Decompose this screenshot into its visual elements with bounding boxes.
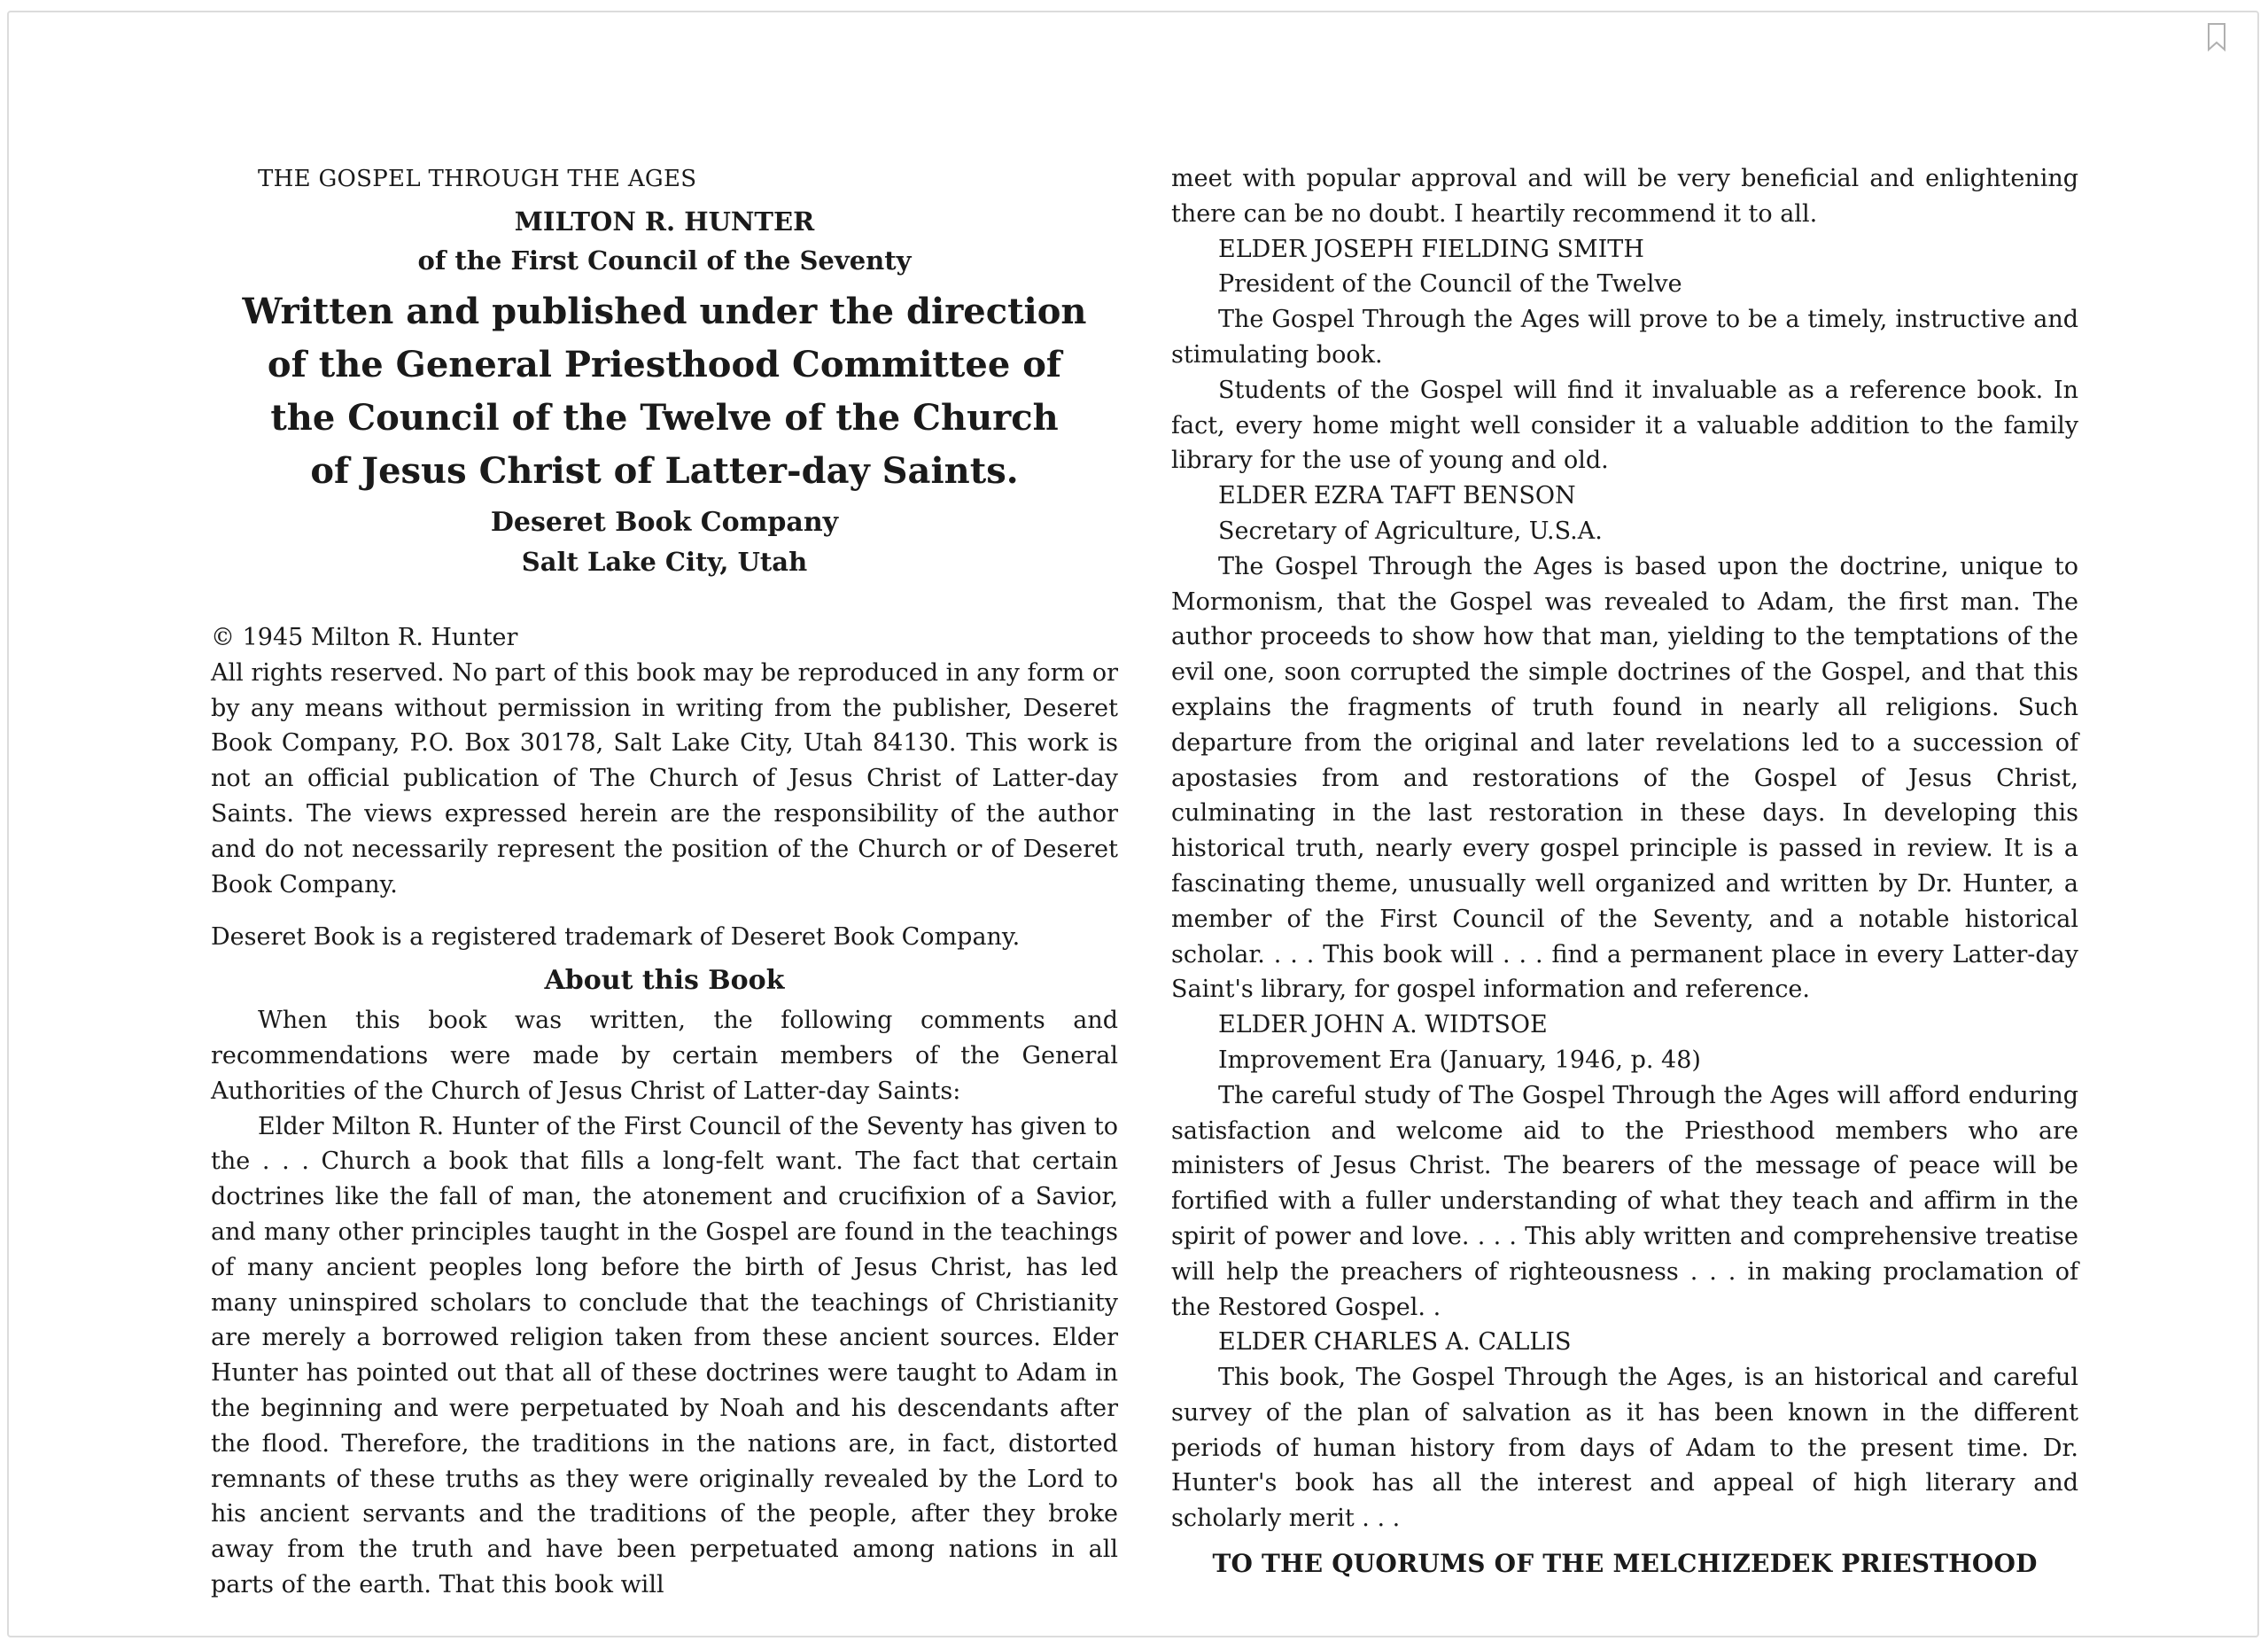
running-head: THE GOSPEL THROUGH THE AGES xyxy=(258,166,697,192)
bookmark-icon[interactable] xyxy=(2201,21,2233,53)
benson-quote-2: Students of the Gospel will find it invaluable as a reference book. In fact, every home might well consider it a valuable addition to the family library for the use of young and old. xyxy=(1171,376,2078,475)
author-name: MILTON R. HUNTER xyxy=(514,206,815,237)
benson-title: Secretary of Agriculture, U.S.A. xyxy=(1218,517,1603,545)
trademark-notice: Deseret Book is a registered trademark of Deseret Book Company. xyxy=(211,923,1021,952)
final-quote: This book, The Gospel Through the Ages, is an historical and careful survey of the plan of salvation as it has been known in the different periods of human history from days of Adam to the present time. Dr. Hunter's book has all the interest and appeal of high literary and scholarly merit . . . xyxy=(1171,1364,2078,1533)
title-line: of the General Priesthood Committee of xyxy=(267,344,1062,385)
publisher-name: Deseret Book Company xyxy=(490,507,839,538)
smith-quote-part2: meet with popular approval and will be very beneficial and enlightening there can be no doubt. I heartily recommend it to all. xyxy=(1171,165,2078,228)
smith-quote-part1: Elder Milton R. Hunter of the First Council of the Seventy has given to the . . . Church a book that fills a long-felt want. The fact that certain doctrines like the fall of man, the atonement and crucifixion of a Savior, and many other principles taught in the Gospel are found in the teachings of many ancient peoples long before the birth of Jesus Christ, has led many uninspired scholars to conclude that the teachings of Christianity are merely a borrowed religion taken from these ancient sources. Elder Hunter has pointed out that all of these doctrines were taught to Adam in the beginning and were perpetuated by Noah and his descendants after the flood. Therefore, the traditions in the nations are, in fact, distorted remnants of these truths as they were originally revealed by the Lord to his ancient servants and the traditions of the people, after they broke away from the truth and have been perpetuated among nations in all parts of the earth. That this book will xyxy=(211,1112,1118,1598)
callis-quote: The careful study of The Gospel Through the Ages will afford enduring satisfaction and welcome aid to the Priesthood members who are ministers of Jesus Christ. The bearers of the message of peace will be fortified with a fuller understanding of what they teach and affirm in the spirit of power and love. . . . This ably written and comprehensive treatise will help the preachers of righteousness . . . in making proclamation of the Restored Gospel. . xyxy=(1171,1081,2078,1321)
right-column xyxy=(1171,161,2078,1586)
smith-title: President of the Council of the Twelve xyxy=(1218,270,1682,299)
about-heading: About this Book xyxy=(544,965,785,997)
reader-page xyxy=(7,11,2259,1637)
publisher-location: Salt Lake City, Utah xyxy=(521,547,808,577)
benson-quote-1: The Gospel Through the Ages will prove to be a timely, instructive and stimulating book. xyxy=(1171,306,2078,369)
title-line: Written and published under the direction xyxy=(242,291,1087,332)
dedication-heading: TO THE QUORUMS OF THE MELCHIZEDEK PRIESTHOOD xyxy=(1212,1549,2038,1579)
callis-name: ELDER CHARLES A. CALLIS xyxy=(1218,1328,1572,1357)
copyright-line: © 1945 Milton R. Hunter xyxy=(211,624,518,651)
author-title: of the First Council of the Seventy xyxy=(417,245,912,276)
about-intro: When this book was written, the following comments and recommendations were made by certain members of the General Authorities of the Church of Jesus Christ of Latter-day Saints: xyxy=(211,1007,1118,1105)
smith-name: ELDER JOSEPH FIELDING SMITH xyxy=(1218,235,1644,263)
left-column xyxy=(211,161,1118,1603)
book-title xyxy=(211,285,1118,498)
title-line: of Jesus Christ of Latter-day Saints. xyxy=(310,450,1019,492)
widtsoe-quote: The Gospel Through the Ages is based upon the doctrine, unique to Mormonism, that the Gospel was revealed to Adam, the first man. The author proceeds to show how that man, yielding to the temptations of the evil one, soon corrupted the simple doctrines of the Gospel, and that this explains the fragments of truth found in nearly all religions. Such departure from the original and later revelations led to a succession of apostasies from and restorations of the Gospel of Jesus Christ, culminating in the last restoration in these days. In developing this historical truth, nearly every gospel principle is passed in review. It is a fascinating theme, unusually well organized and written by Dr. Hunter, a member of the First Council of the Seventy, and a notable historical scholar. . . . This book will . . . find a permanent place in every Latter-day Saint's library, for gospel information and reference. xyxy=(1171,552,2078,1004)
widtsoe-source: Improvement Era (January, 1946, p. 48) xyxy=(1218,1046,1701,1074)
benson-name: ELDER EZRA TAFT BENSON xyxy=(1218,482,1576,510)
rights-notice: All rights reserved. No part of this book may be reproduced in any form or by any means without permission in writing from the publisher, Deseret Book Company, P.O. Box 30178, Salt Lake City, Utah 84130. This work is not an official publication of The Church of Jesus Christ of Latter-day Saints. The views expressed herein are the responsibility of the author and do not necessarily represent the position of the Church or of Deseret Book Company. xyxy=(211,658,1119,898)
widtsoe-name: ELDER JOHN A. WIDTSOE xyxy=(1218,1011,1548,1039)
title-line: the Council of the Twelve of the Church xyxy=(270,397,1059,439)
copyright-block xyxy=(211,620,1118,902)
